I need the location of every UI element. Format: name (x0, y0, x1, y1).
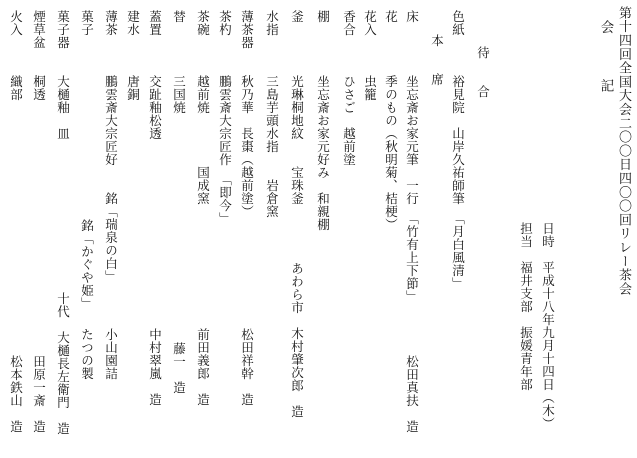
entry-desc: ひさご 越前塗 (341, 75, 357, 166)
event-date: 日時 平成十八年九月十四日（木） (540, 222, 556, 430)
entry-desc: 坐忘斎お家元筆 一行 「竹有上下節」 (404, 75, 420, 303)
entry-item: 香合 (341, 10, 357, 36)
entry-item: 茶杓 (217, 10, 233, 36)
entry-maker: たつの製 (79, 328, 95, 380)
entry-item: 薄茶器 (239, 10, 255, 49)
entry-item: 茶碗 (195, 10, 211, 36)
shikishi-item: 色紙 (450, 10, 466, 36)
entry-maker: あわら市 木村肇次郎 造 (289, 262, 305, 418)
entry-maker: 松田真扶 造 (404, 355, 420, 433)
entry-desc: 鵬雲斎大宗匠作 「即今」 (217, 75, 233, 225)
entry-desc: 唐銅 (125, 75, 141, 101)
entry-maker: 田原一斎 造 (31, 355, 47, 433)
entry-desc: 鵬雲斎大宗匠好 銘「瑞泉の白」 (103, 75, 119, 283)
entry-item: 建水 (125, 10, 141, 36)
entry-desc: 光琳桐地紋 宝珠釜 (289, 75, 305, 205)
entry-desc: 秋乃華 長棗（越前塗） (239, 75, 255, 218)
page-title: 第十四回全国大会二〇〇日四〇〇回リレー茶会 (616, 6, 631, 296)
entry-item: 棚 (315, 10, 331, 23)
entry-desc: 季のもの（秋明菊、桔梗） (383, 75, 399, 231)
entry-maker: 小山園詰 (103, 328, 119, 380)
entry-maker: 松田祥幹 造 (239, 328, 255, 406)
entry-item: 薄茶 (103, 10, 119, 36)
entry-desc: 三島芋頭水指 岩倉窯 (264, 75, 280, 218)
entry-item: 火入 (8, 10, 24, 36)
entry-maker: 藤一 造 (171, 342, 187, 394)
entry-maker: 前田義郎 造 (195, 328, 211, 406)
entry-maker: 十代 大樋長左衛門 造 (55, 292, 71, 435)
entry-item: 水指 (264, 10, 280, 36)
machiai-label: 待 合 (475, 46, 491, 98)
entry-item: 蓋置 (147, 10, 163, 36)
kaiki-heading: 会 記 (597, 20, 614, 98)
entry-item: 床 (404, 10, 420, 23)
entry-item: 釜 (289, 10, 305, 23)
entry-desc: 坐忘斎お家元好み 和親棚 (315, 75, 331, 231)
entry-item: 替 (171, 10, 187, 23)
entry-item: 花 (383, 10, 399, 23)
entry-desc: 銘「かぐや姫」 (79, 219, 95, 310)
entry-maker: 松本鉄山 造 (8, 355, 24, 433)
entry-maker: 中村翠嵐 造 (147, 328, 163, 406)
entry-desc: 織部 (8, 75, 24, 101)
entry-desc: 交趾釉松透 (147, 75, 163, 140)
entry-desc: 虫籠 (362, 75, 378, 101)
entry-desc: 越前焼 国成窯 (195, 75, 211, 205)
entry-desc: 三国焼 (171, 75, 187, 114)
shikishi-desc: 裕見院 山岸久祐師筆 「月白風清」 (450, 75, 466, 290)
entry-desc: 桐透 (31, 75, 47, 101)
entry-desc: 大樋釉 皿 (55, 75, 71, 140)
event-host: 担当 福井支部 振媛青年部 (518, 222, 534, 391)
entry-item: 花入 (362, 10, 378, 36)
entry-item: 菓子器 (55, 10, 71, 49)
entry-item: 煙草盆 (31, 10, 47, 49)
entry-item: 菓子 (79, 10, 95, 36)
honseki-label: 本 席 (429, 34, 445, 86)
